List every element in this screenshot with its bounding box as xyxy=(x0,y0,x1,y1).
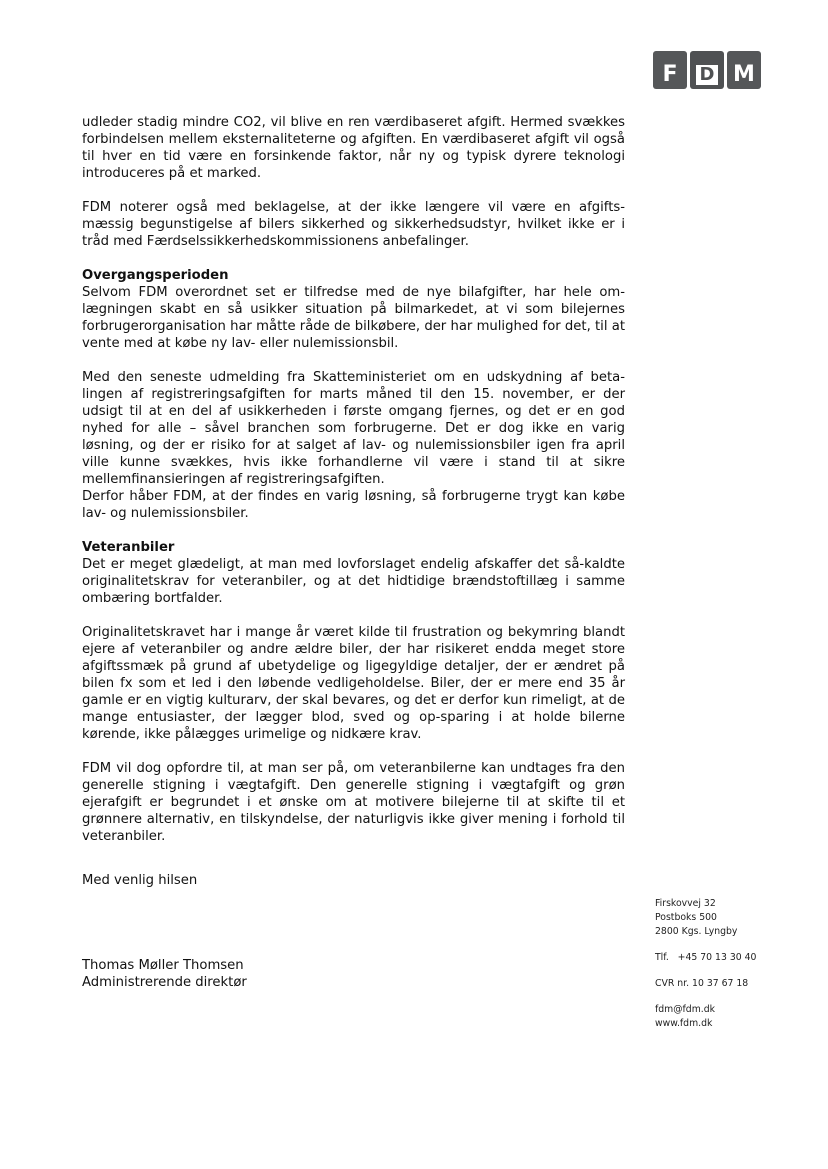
letter-body xyxy=(82,114,625,862)
fdm-logo xyxy=(653,51,761,89)
section-heading-veteranbiler: Veteranbiler xyxy=(82,540,175,555)
address-line: Firskovvej 32 xyxy=(655,898,716,909)
cvr-number: CVR nr. 10 37 67 18 xyxy=(655,978,749,989)
phone-number: Tlf. +45 70 13 30 40 xyxy=(655,952,757,963)
closing-greeting: Med venlig hilsen xyxy=(82,873,198,888)
paragraph: Med den seneste udmelding fra Skatteministeriet om en udskydning af beta-lingen af registreringsafgiften for marts måned til den 15. november, er der udsigt til at en del af usikkerheden i første omgang fjernes, og det er en god nyhed for alle – såvel branchen som forbrugerne. Det er dog ikke en varig løsning, og der er risiko for at salget af lav- og nulemissionsbiler igen fra april ville kunne svækkes, hvis ikke forhandlerne vil være i stand til at sikre mellemfinansieringen af registreringsafgiften. xyxy=(82,370,625,487)
paragraph: udleder stadig mindre CO2, vil blive en ren værdibaseret afgift. Hermed svækkes forbindelsen mellem eksternaliteterne og afgiften. En værdibaseret afgift vil også til hver en tid være en forsinkende faktor, når ny og typisk dyrere teknologi introduceres på et marked. xyxy=(82,115,625,181)
section-heading-overgangsperioden: Overgangsperioden xyxy=(82,268,229,283)
address-line: 2800 Kgs. Lyngby xyxy=(655,926,738,937)
paragraph: Det er meget glædeligt, at man med lovforslaget endelig afskaffer det så-kaldte originalitetskrav for veteranbiler, og at det hidtidige brændstoftillæg i samme ombæring bortfalder. xyxy=(82,557,625,606)
address-block xyxy=(655,897,756,939)
email-link[interactable]: fdm@fdm.dk xyxy=(655,1004,715,1015)
address-line: Postboks 500 xyxy=(655,912,717,923)
contact-info xyxy=(655,897,756,1031)
paragraph: Derfor håber FDM, at der findes en varig løsning, så forbrugerne trygt kan købe lav- og nulemissionsbiler. xyxy=(82,489,625,521)
paragraph: Selvom FDM overordnet set er tilfredse med de nye bilafgifter, har hele om-lægningen skabt en så usikker situation på bilmarkedet, at vi som bilejernes forbrugerorganisation har måtte råde de bilkøbere, der har mulighed for det, til at vente med at købe ny lav- eller nulemissionsbil. xyxy=(82,285,625,351)
signatory-title: Administrerende direktør xyxy=(82,975,247,990)
web-contact xyxy=(655,1003,756,1031)
website-link[interactable]: www.fdm.dk xyxy=(655,1018,713,1029)
paragraph: FDM noterer også med beklagelse, at der ikke længere vil være en afgifts-mæssig begunstigelse af bilers sikkerhed og sikkerhedsudstyr, hvilket ikke er i tråd med Færdselssikkerhedskommissionens anbefalinger. xyxy=(82,200,625,249)
logo-tile-m: M xyxy=(727,51,761,89)
paragraph: Originalitetskravet har i mange år været kilde til frustration og bekymring blandt ejere af veteranbiler og andre ældre biler, der har risikeret endda meget store afgiftssmæk på grund af ubetydelige og ligegyldige detaljer, der er ændret på bilen fx som et led i den løbende vedligeholdelse. Biler, der er mere end 35 år gamle er en vigtig kulturarv, der skal bevares, og det er derfor kun rimeligt, at de mange entusiaster, der lægger blod, sved og op-sparing i at holde bilerne kørende, ikke pålægges urimelige og nidkære krav. xyxy=(82,625,625,742)
signature-block xyxy=(82,957,247,991)
paragraph: FDM vil dog opfordre til, at man ser på, om veteranbilerne kan undtages fra den generelle stigning i vægtafgift. Den generelle stigning i vægtafgift og grøn ejerafgift er begrundet i et ønske om at motivere bilejerne til at skifte til et grønnere alternativ, en tilskyndelse, der naturligvis ikke giver mening i forhold til veteranbiler. xyxy=(82,761,625,844)
logo-tile-f: F xyxy=(653,51,687,89)
signatory-name: Thomas Møller Thomsen xyxy=(82,958,244,973)
logo-tile-d: D xyxy=(690,51,724,89)
